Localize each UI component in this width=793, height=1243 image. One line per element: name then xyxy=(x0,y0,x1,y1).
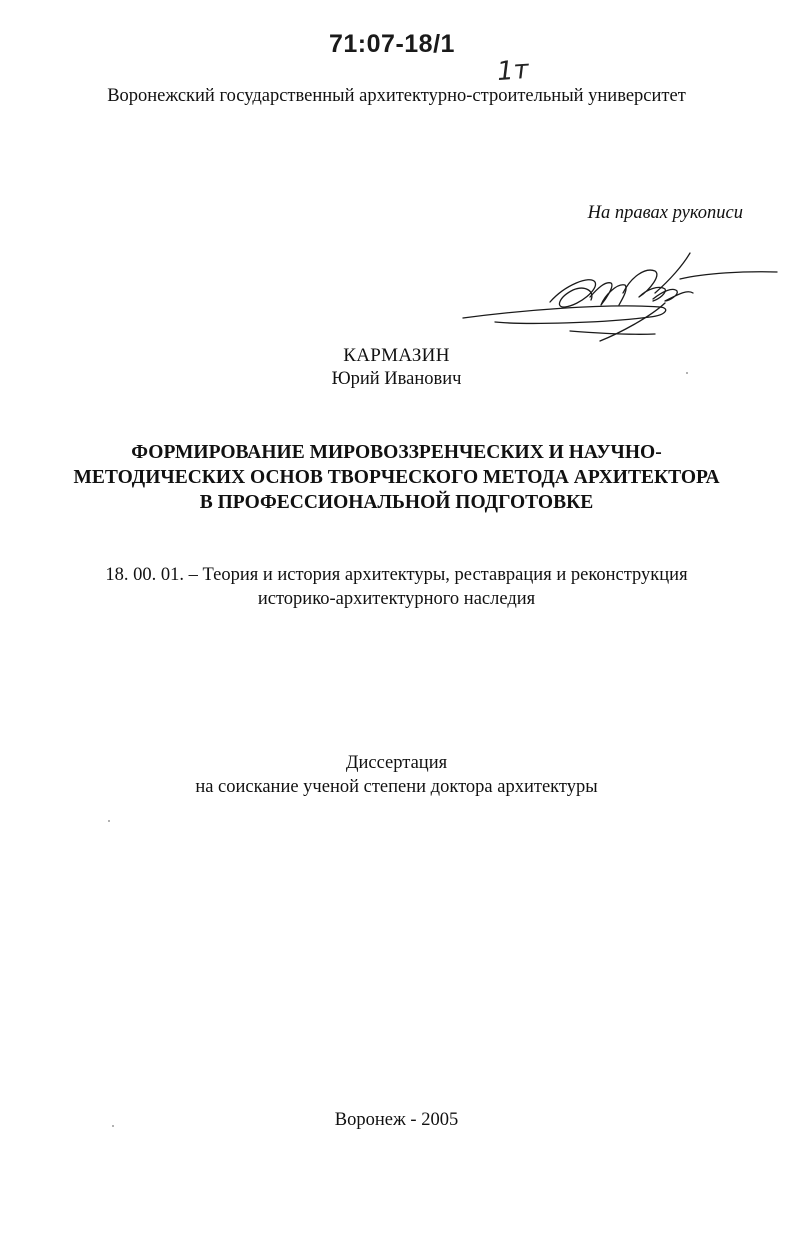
specialty-line: 18. 00. 01. – Теория и история архитектуры, реставрация и реконструкция xyxy=(105,565,688,585)
author-surname: КАРМАЗИН xyxy=(343,345,450,366)
author-given-names: Юрий Иванович xyxy=(331,369,462,389)
scan-speck xyxy=(686,372,688,374)
specialty-code xyxy=(0,563,793,611)
scan-speck xyxy=(112,1125,114,1127)
handwritten-mark: 1т xyxy=(495,54,530,88)
dissertation-label: Диссертация xyxy=(345,753,448,773)
scan-speck xyxy=(108,820,110,822)
author-signature xyxy=(455,245,785,350)
dissertation-title xyxy=(0,440,793,515)
title-line: МЕТОДИЧЕСКИХ ОСНОВ ТВОРЧЕСКОГО МЕТОДА АРХИТЕКТОРА xyxy=(73,467,720,488)
city-year: Воронеж - 2005 xyxy=(334,1110,459,1130)
dissertation-purpose: на соискание ученой степени доктора архитектуры xyxy=(195,777,598,797)
title-line: ФОРМИРОВАНИЕ МИРОВОЗЗРЕНЧЕСКИХ И НАУЧНО- xyxy=(131,442,662,463)
catalog-stamp-code: 71:07-18/1 xyxy=(329,30,455,58)
university-name: Воронежский государственный архитектурно-строительный университет xyxy=(107,86,686,106)
title-line: В ПРОФЕССИОНАЛЬНОЙ ПОДГОТОВКЕ xyxy=(199,492,594,513)
rights-notice: На правах рукописи xyxy=(587,203,743,223)
specialty-line: историко-архитектурного наследия xyxy=(257,589,536,609)
